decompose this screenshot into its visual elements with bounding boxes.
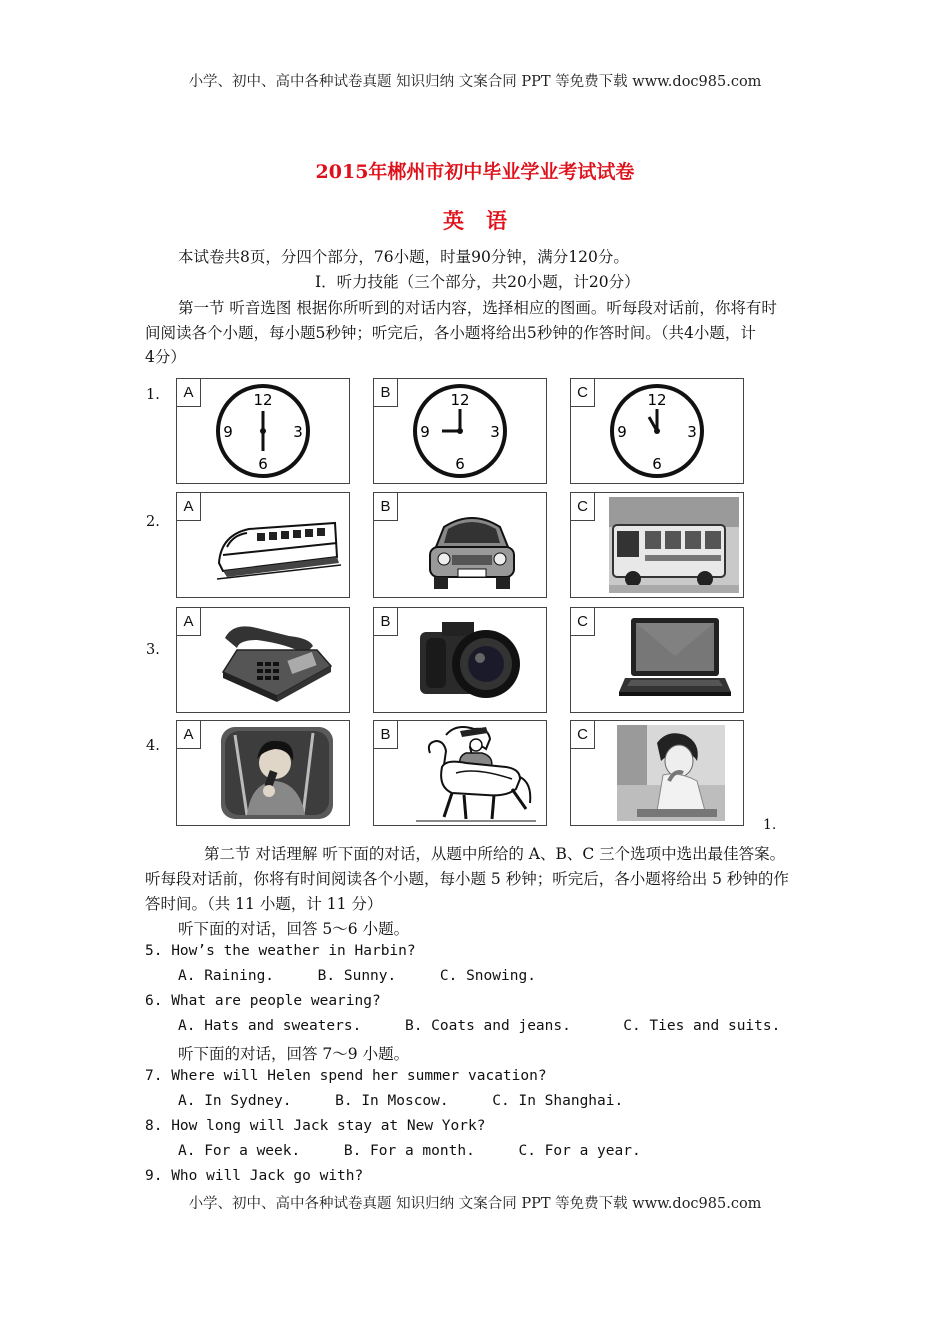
camera-icon: [416, 612, 536, 708]
option-letter: A: [177, 379, 201, 407]
picture-question-number: 4.: [146, 738, 160, 754]
svg-text:6: 6: [455, 455, 465, 473]
picture-question-number: 2.: [146, 514, 160, 530]
question-6-options: A. Hats and sweaters. B. Coats and jeans. C. Ties and suits.: [178, 1018, 781, 1034]
clock-9-icon: [410, 381, 510, 481]
listen-instruction-5-6: 听下面的对话，回答 5～6 小题。: [178, 920, 410, 938]
option-box-2a[interactable]: [176, 492, 350, 598]
svg-text:9: 9: [617, 423, 627, 441]
svg-text:9: 9: [223, 423, 233, 441]
option-letter: A: [177, 721, 201, 749]
section1-instruction-line2: 间阅读各个小题，每小题5秒钟；听完后，各小题将给出5秒钟的作答时间。（共4小题，计: [145, 324, 756, 342]
option-box-3a[interactable]: [176, 607, 350, 713]
question-5-options: A. Raining. B. Sunny. C. Snowing.: [178, 968, 536, 984]
section2-instruction-line2: 听每段对话前，你将有时间阅读各个小题，每小题 5 秒钟；听完后，各小题将给出 5 秒钟的作: [145, 870, 789, 888]
svg-text:6: 6: [258, 455, 268, 473]
option-letter: B: [374, 721, 398, 749]
exam-intro: 本试卷共8页，分四个部分，76小题，时量90分钟，满分120分。: [178, 248, 629, 266]
site-banner: 小学、初中、高中各种试卷真题 知识归纳 文案合同 PPT 等免费下载 www.doc985.com: [188, 74, 762, 90]
option-letter: C: [571, 379, 595, 407]
option-letter: B: [374, 379, 398, 407]
option-letter: B: [374, 493, 398, 521]
option-box-1c[interactable]: [570, 378, 744, 484]
option-letter: C: [571, 493, 595, 521]
footer-banner: 小学、初中、高中各种试卷真题 知识归纳 文案合同 PPT 等免费下载 www.doc985.com: [188, 1196, 762, 1212]
option-letter: A: [177, 493, 201, 521]
exam-title: 2015年郴州市初中毕业学业考试试卷: [315, 161, 635, 183]
question-8-options: A. For a week. B. For a month. C. For a year.: [178, 1143, 641, 1159]
question-8: 8. How long will Jack stay at New York?: [145, 1118, 486, 1134]
svg-text:3: 3: [687, 423, 697, 441]
option-box-1b[interactable]: [373, 378, 547, 484]
bus-icon: [609, 497, 739, 593]
stray-mark: 1.: [763, 817, 777, 833]
option-letter: C: [571, 721, 595, 749]
option-box-4a[interactable]: [176, 720, 350, 826]
question-5: 5. How’s the weather in Harbin?: [145, 943, 416, 959]
option-letter: A: [177, 608, 201, 636]
svg-text:12: 12: [450, 391, 470, 409]
option-letter: B: [374, 608, 398, 636]
girl-thinking-icon: [617, 725, 725, 821]
svg-text:3: 3: [490, 423, 500, 441]
question-9: 9. Who will Jack go with?: [145, 1168, 364, 1184]
svg-text:3: 3: [293, 423, 303, 441]
option-box-2b[interactable]: [373, 492, 547, 598]
picture-question-number: 1.: [146, 387, 160, 403]
telephone-icon: [217, 620, 337, 704]
section2-instruction-line3: 答时间。（共 11 小题，计 11 分）: [145, 895, 383, 913]
svg-text:12: 12: [647, 391, 667, 409]
svg-text:9: 9: [420, 423, 430, 441]
subject-title: 英 语: [443, 208, 507, 233]
option-box-3c[interactable]: [570, 607, 744, 713]
horse-rider-icon: [416, 723, 536, 823]
option-box-1a[interactable]: [176, 378, 350, 484]
question-6: 6. What are people wearing?: [145, 993, 381, 1009]
svg-text:6: 6: [652, 455, 662, 473]
listen-instruction-7-9: 听下面的对话，回答 7～9 小题。: [178, 1045, 410, 1063]
section2-instruction-line1: 第二节 对话理解 听下面的对话，从题中所给的 A、B、C 三个选项中选出最佳答案。: [204, 845, 786, 863]
section1-instruction-line3: 4分）: [145, 348, 186, 366]
option-box-3b[interactable]: [373, 607, 547, 713]
singer-icon: [217, 725, 337, 821]
option-letter: C: [571, 608, 595, 636]
laptop-icon: [615, 616, 735, 706]
svg-text:12: 12: [253, 391, 273, 409]
clock-6-icon: [213, 381, 313, 481]
picture-question-number: 3.: [146, 642, 160, 658]
option-box-4b[interactable]: [373, 720, 547, 826]
question-7: 7. Where will Helen spend her summer vacation?: [145, 1068, 547, 1084]
clock-11-icon: [607, 381, 707, 481]
section1-instruction-line1: 第一节 听音选图 根据你所听到的对话内容，选择相应的图画。听每段对话前，你将有时: [178, 299, 777, 317]
train-icon: [213, 513, 343, 583]
option-box-4c[interactable]: [570, 720, 744, 826]
part1-heading: Ⅰ．听力技能（三个部分，共20小题，计20分）: [315, 273, 640, 291]
car-icon: [422, 497, 522, 593]
option-box-2c[interactable]: [570, 492, 744, 598]
question-7-options: A. In Sydney. B. In Moscow. C. In Shanghai.: [178, 1093, 624, 1109]
